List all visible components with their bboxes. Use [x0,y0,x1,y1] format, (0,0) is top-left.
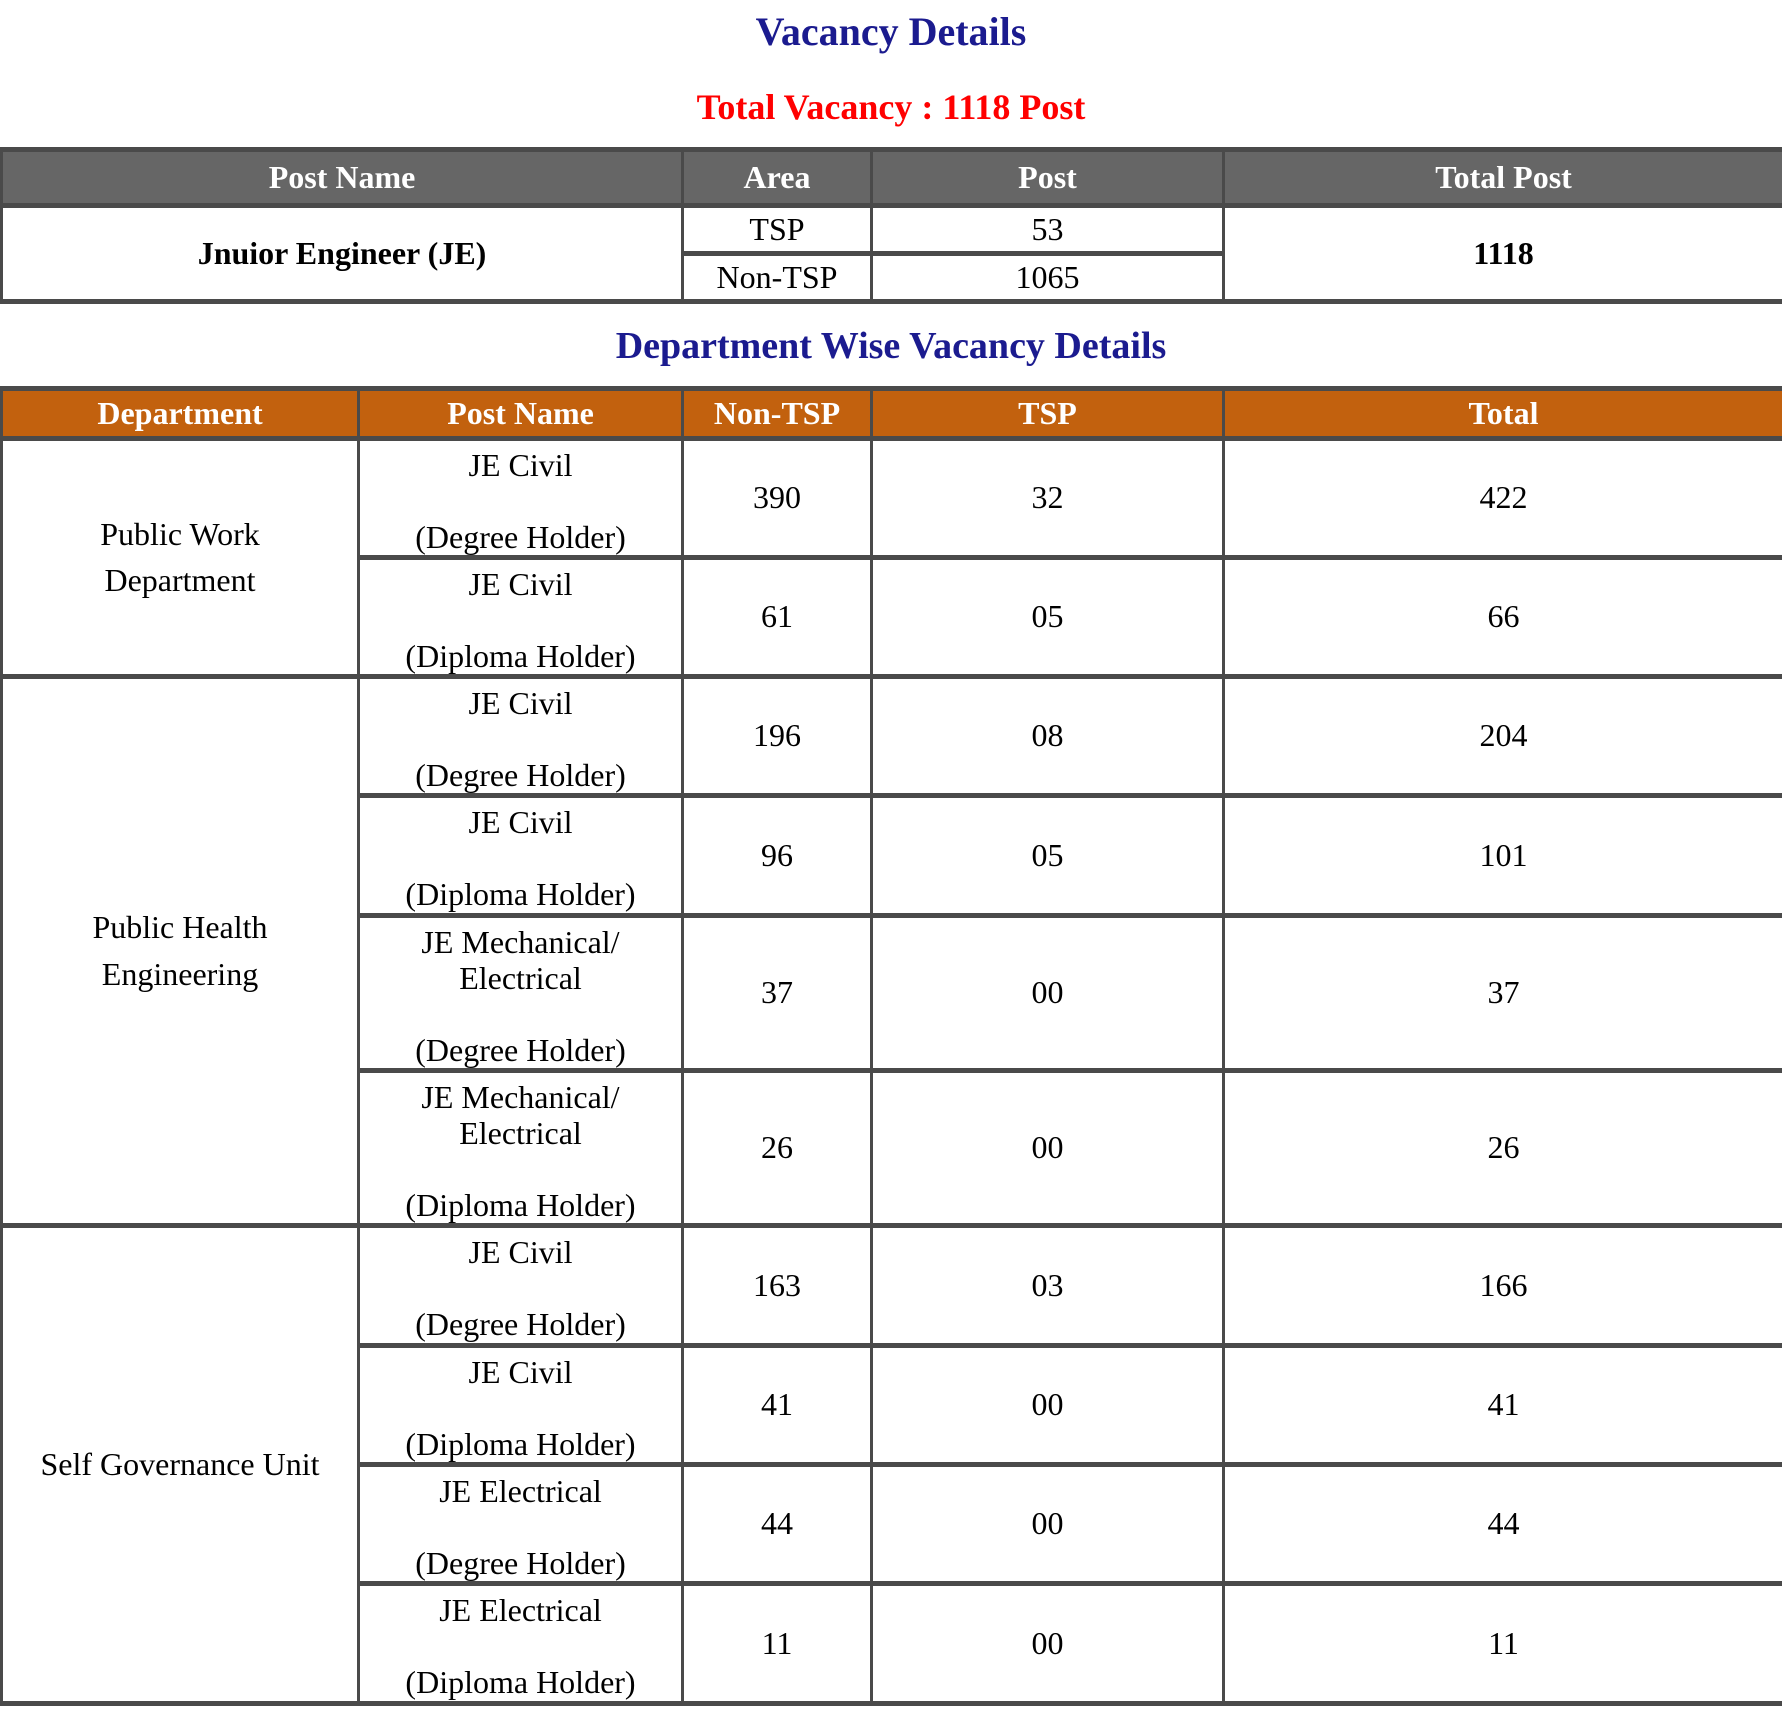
total-count-cell: 166 [1224,1225,1782,1345]
post-name-cell [359,1583,683,1703]
summary-header-area: Area [683,150,872,206]
post-name-cell [359,438,683,557]
summary-area-non-tsp-cell: Non-TSP [683,254,872,302]
department-table [0,386,1782,1706]
post-name-line: JE Mechanical/ [360,1079,681,1115]
tsp-count-cell: 00 [872,915,1224,1070]
qualification-line: (Diploma Holder) [360,1187,681,1223]
summary-total-post-cell: 1118 [1224,206,1782,302]
post-name-line: JE Civil [360,685,681,721]
non-tsp-count-cell: 163 [683,1225,872,1345]
post-name-line: JE Civil [360,447,681,483]
page-title: Vacancy Details [0,8,1782,56]
department-name-line: Self Governance Unit [3,1441,357,1487]
department-header-row [2,388,1782,438]
department-name-line: Engineering [3,951,357,997]
post-name-line: Electrical [360,1115,681,1151]
department-section-title: Department Wise Vacancy Details [0,324,1782,370]
non-tsp-count-cell: 96 [683,795,872,915]
post-name-cell [359,915,683,1070]
qualification-line: (Diploma Holder) [360,1664,681,1700]
summary-table [0,147,1782,304]
dept-header-department: Department [2,388,359,438]
department-name-cell [2,438,359,676]
post-name-line: JE Electrical [360,1473,681,1509]
spacer [360,996,681,1032]
non-tsp-count-cell: 26 [683,1070,872,1225]
department-name-cell [2,676,359,1225]
tsp-count-cell: 03 [872,1225,1224,1345]
post-name-cell [359,1070,683,1225]
total-count-cell: 37 [1224,915,1782,1070]
non-tsp-count-cell: 37 [683,915,872,1070]
summary-header-post: Post [872,150,1224,206]
total-count-cell: 66 [1224,557,1782,676]
tsp-count-cell: 00 [872,1345,1224,1464]
dept-header-post-name: Post Name [359,388,683,438]
department-name-line: Public Work [3,511,357,557]
qualification-line: (Diploma Holder) [360,1426,681,1462]
tsp-count-cell: 05 [872,795,1224,915]
department-name-cell [2,1225,359,1703]
spacer [360,1509,681,1545]
non-tsp-count-cell: 390 [683,438,872,557]
post-name-cell [359,676,683,795]
qualification-line: (Diploma Holder) [360,638,681,674]
total-count-cell: 422 [1224,438,1782,557]
row-pwd-civil-degree [2,438,1782,557]
post-name-cell [359,1345,683,1464]
dept-header-tsp: TSP [872,388,1224,438]
summary-header-row [2,150,1782,206]
spacer [360,721,681,757]
summary-area-tsp-cell: TSP [683,206,872,254]
spacer [360,483,681,519]
tsp-count-cell: 08 [872,676,1224,795]
total-count-cell: 101 [1224,795,1782,915]
tsp-count-cell: 00 [872,1464,1224,1583]
vacancy-notice [0,8,1782,1706]
post-name-cell [359,557,683,676]
spacer [360,1270,681,1306]
tsp-count-cell: 00 [872,1583,1224,1703]
total-count-cell: 41 [1224,1345,1782,1464]
post-name-line: JE Civil [360,566,681,602]
total-count-cell: 11 [1224,1583,1782,1703]
qualification-line: (Degree Holder) [360,1545,681,1581]
summary-row-tsp [2,206,1782,254]
row-phe-civil-degree [2,676,1782,795]
post-name-line: JE Civil [360,1234,681,1270]
dept-header-non-tsp: Non-TSP [683,388,872,438]
spacer [360,840,681,876]
post-name-line: JE Electrical [360,1592,681,1628]
summary-header-post-name: Post Name [2,150,683,206]
qualification-line: (Degree Holder) [360,757,681,793]
qualification-line: (Degree Holder) [360,519,681,555]
post-name-line: JE Civil [360,804,681,840]
qualification-line: (Degree Holder) [360,1306,681,1342]
non-tsp-count-cell: 41 [683,1345,872,1464]
non-tsp-count-cell: 11 [683,1583,872,1703]
post-name-cell [359,795,683,915]
qualification-line: (Diploma Holder) [360,876,681,912]
total-count-cell: 44 [1224,1464,1782,1583]
non-tsp-count-cell: 44 [683,1464,872,1583]
tsp-count-cell: 05 [872,557,1224,676]
tsp-count-cell: 00 [872,1070,1224,1225]
post-name-line: Electrical [360,960,681,996]
spacer [360,602,681,638]
spacer [360,1628,681,1664]
post-name-cell [359,1225,683,1345]
qualification-line: (Degree Holder) [360,1032,681,1068]
department-name-line: Department [3,557,357,603]
total-count-cell: 204 [1224,676,1782,795]
spacer [360,1151,681,1187]
post-name-cell [359,1464,683,1583]
department-name-line: Public Health [3,904,357,950]
summary-post-name-cell: Jnuior Engineer (JE) [2,206,683,302]
row-sgu-civil-degree [2,1225,1782,1345]
non-tsp-count-cell: 61 [683,557,872,676]
total-count-cell: 26 [1224,1070,1782,1225]
total-vacancy-heading: Total Vacancy : 1118 Post [0,86,1782,129]
spacer [360,1390,681,1426]
summary-header-total-post: Total Post [1224,150,1782,206]
non-tsp-count-cell: 196 [683,676,872,795]
summary-post-tsp-cell: 53 [872,206,1224,254]
tsp-count-cell: 32 [872,438,1224,557]
post-name-line: JE Mechanical/ [360,924,681,960]
post-name-line: JE Civil [360,1354,681,1390]
dept-header-total: Total [1224,388,1782,438]
summary-post-non-tsp-cell: 1065 [872,254,1224,302]
